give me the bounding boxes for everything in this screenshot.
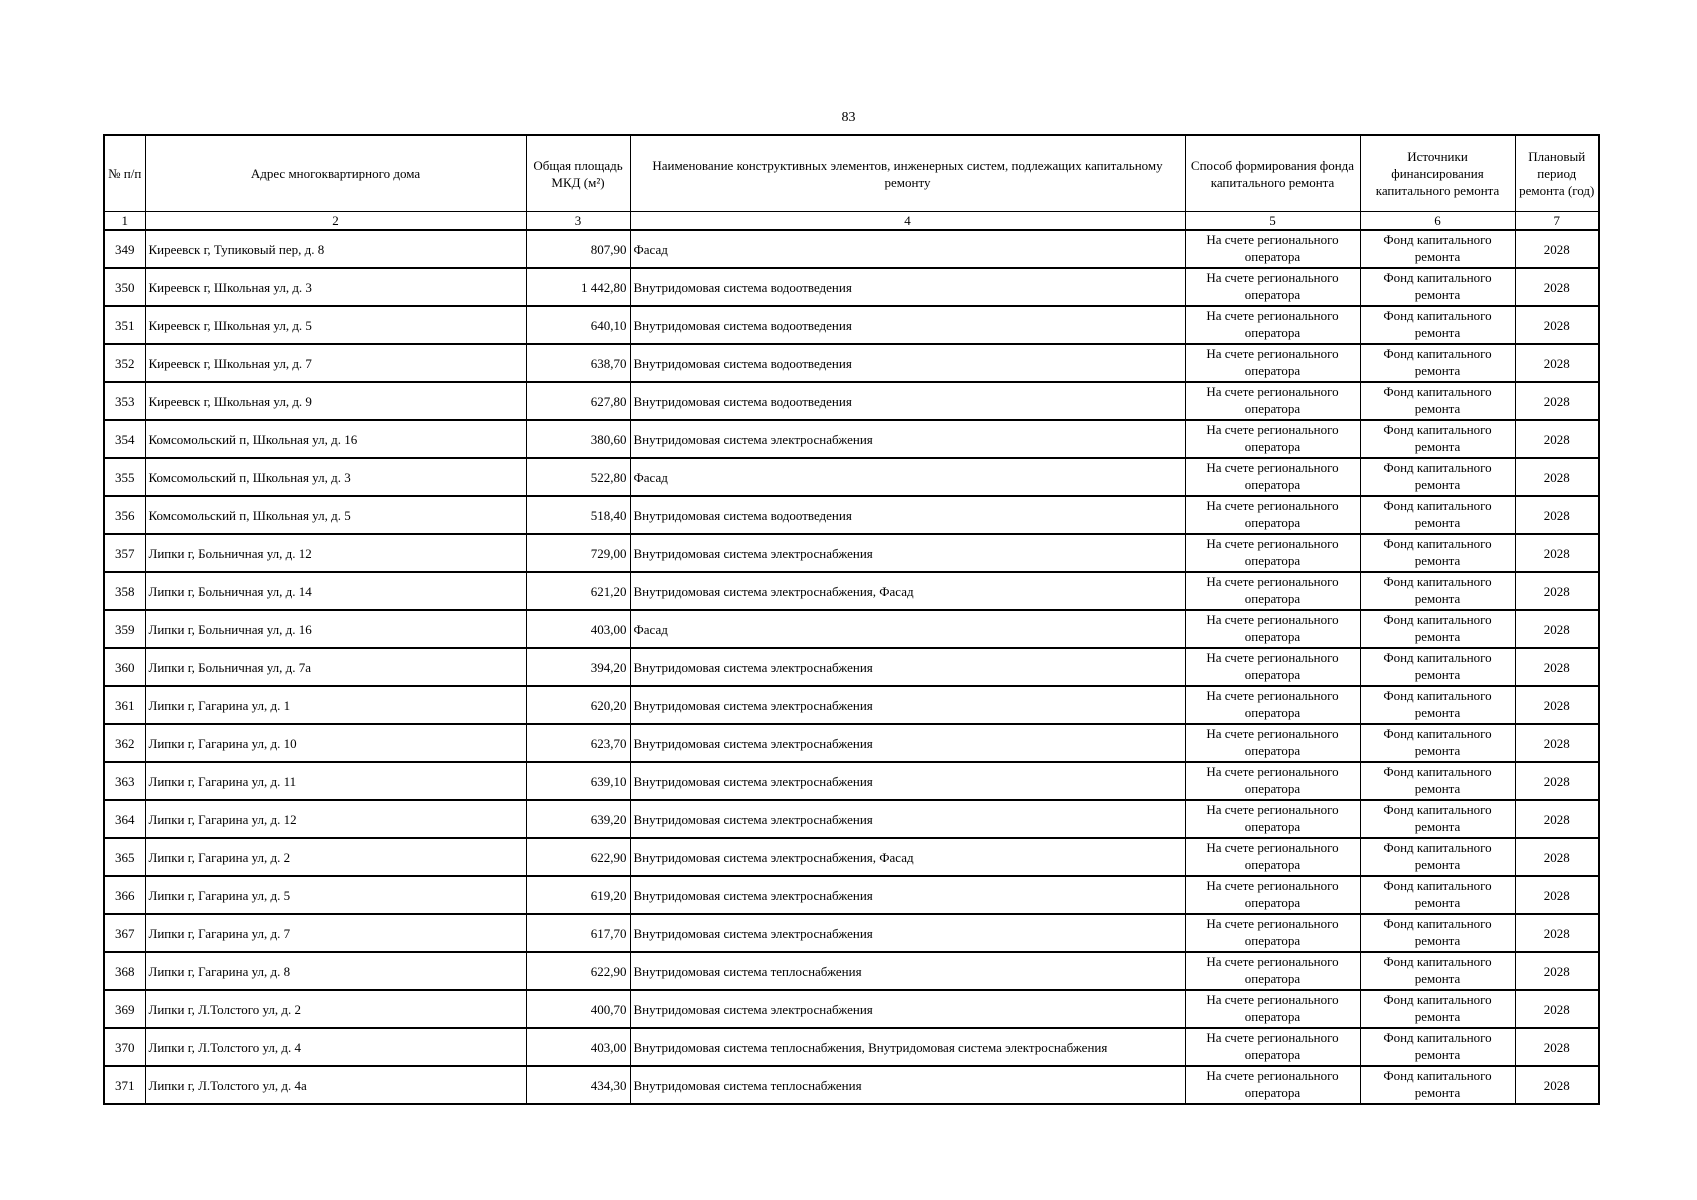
table-row [104, 610, 1599, 648]
address-cell: Липки г, Гагарина ул, д. 10 [145, 724, 526, 762]
table-row [104, 382, 1599, 420]
funding-method-cell: На счете регионального оператора [1185, 306, 1360, 344]
funding-source-cell: Фонд капитального ремонта [1360, 306, 1515, 344]
table-header-row [104, 135, 1599, 212]
elements-cell: Внутридомовая система электроснабжения, Фасад [630, 838, 1185, 876]
table-row [104, 572, 1599, 610]
table-row [104, 800, 1599, 838]
column-number: 1 [104, 212, 145, 231]
elements-cell: Внутридомовая система электроснабжения, Фасад [630, 572, 1185, 610]
elements-cell: Внутридомовая система водоотведения [630, 306, 1185, 344]
column-number: 7 [1515, 212, 1599, 231]
funding-source-cell: Фонд капитального ремонта [1360, 876, 1515, 914]
area-cell: 619,20 [526, 876, 630, 914]
table-row [104, 990, 1599, 1028]
funding-method-cell: На счете регионального оператора [1185, 382, 1360, 420]
area-cell: 638,70 [526, 344, 630, 382]
planned-year-cell: 2028 [1515, 800, 1599, 838]
area-cell: 522,80 [526, 458, 630, 496]
address-cell: Киреевск г, Тупиковый пер, д. 8 [145, 230, 526, 268]
planned-year-cell: 2028 [1515, 496, 1599, 534]
planned-year-cell: 2028 [1515, 572, 1599, 610]
row-number: 353 [104, 382, 145, 420]
area-cell: 729,00 [526, 534, 630, 572]
funding-source-cell: Фонд капитального ремонта [1360, 268, 1515, 306]
table-body [104, 230, 1599, 1104]
row-number: 357 [104, 534, 145, 572]
address-cell: Липки г, Гагарина ул, д. 1 [145, 686, 526, 724]
table-row [104, 268, 1599, 306]
row-number: 366 [104, 876, 145, 914]
column-number: 2 [145, 212, 526, 231]
header-area: Общая площадь МКД (м²) [526, 135, 630, 212]
area-cell: 620,20 [526, 686, 630, 724]
planned-year-cell: 2028 [1515, 724, 1599, 762]
header-elements: Наименование конструктивных элементов, инженерных систем, подлежащих капитальному ремонту [630, 135, 1185, 212]
funding-method-cell: На счете регионального оператора [1185, 762, 1360, 800]
planned-year-cell: 2028 [1515, 876, 1599, 914]
table-row [104, 762, 1599, 800]
area-cell: 640,10 [526, 306, 630, 344]
table-row [104, 724, 1599, 762]
funding-method-cell: На счете регионального оператора [1185, 914, 1360, 952]
elements-cell: Внутридомовая система электроснабжения [630, 990, 1185, 1028]
address-cell: Липки г, Больничная ул, д. 12 [145, 534, 526, 572]
funding-source-cell: Фонд капитального ремонта [1360, 230, 1515, 268]
address-cell: Комсомольский п, Школьная ул, д. 5 [145, 496, 526, 534]
header-planned-year: Плановый период ремонта (год) [1515, 135, 1599, 212]
header-address: Адрес многоквартирного дома [145, 135, 526, 212]
row-number: 369 [104, 990, 145, 1028]
row-number: 365 [104, 838, 145, 876]
address-cell: Липки г, Гагарина ул, д. 12 [145, 800, 526, 838]
table-row [104, 1066, 1599, 1104]
column-number-row [104, 212, 1599, 231]
row-number: 361 [104, 686, 145, 724]
planned-year-cell: 2028 [1515, 648, 1599, 686]
table-row [104, 838, 1599, 876]
address-cell: Киреевск г, Школьная ул, д. 9 [145, 382, 526, 420]
row-number: 352 [104, 344, 145, 382]
elements-cell: Фасад [630, 610, 1185, 648]
planned-year-cell: 2028 [1515, 382, 1599, 420]
funding-source-cell: Фонд капитального ремонта [1360, 724, 1515, 762]
funding-source-cell: Фонд капитального ремонта [1360, 800, 1515, 838]
area-cell: 621,20 [526, 572, 630, 610]
funding-source-cell: Фонд капитального ремонта [1360, 458, 1515, 496]
elements-cell: Внутридомовая система теплоснабжения [630, 952, 1185, 990]
address-cell: Киреевск г, Школьная ул, д. 5 [145, 306, 526, 344]
planned-year-cell: 2028 [1515, 534, 1599, 572]
elements-cell: Внутридомовая система электроснабжения [630, 876, 1185, 914]
address-cell: Липки г, Л.Толстого ул, д. 2 [145, 990, 526, 1028]
area-cell: 622,90 [526, 838, 630, 876]
elements-cell: Внутридомовая система электроснабжения [630, 648, 1185, 686]
elements-cell: Внутридомовая система теплоснабжения [630, 1066, 1185, 1104]
table-row [104, 914, 1599, 952]
table-row [104, 952, 1599, 990]
header-row-number: № п/п [104, 135, 145, 212]
row-number: 364 [104, 800, 145, 838]
elements-cell: Внутридомовая система электроснабжения [630, 724, 1185, 762]
funding-source-cell: Фонд капитального ремонта [1360, 952, 1515, 990]
capital-repair-table [103, 134, 1600, 1105]
elements-cell: Внутридомовая система водоотведения [630, 344, 1185, 382]
funding-source-cell: Фонд капитального ремонта [1360, 534, 1515, 572]
funding-source-cell: Фонд капитального ремонта [1360, 686, 1515, 724]
row-number: 349 [104, 230, 145, 268]
area-cell: 623,70 [526, 724, 630, 762]
elements-cell: Внутридомовая система теплоснабжения, Внутридомовая система электроснабжения [630, 1028, 1185, 1066]
elements-cell: Внутридомовая система электроснабжения [630, 914, 1185, 952]
planned-year-cell: 2028 [1515, 914, 1599, 952]
row-number: 362 [104, 724, 145, 762]
funding-source-cell: Фонд капитального ремонта [1360, 762, 1515, 800]
table-row [104, 306, 1599, 344]
row-number: 360 [104, 648, 145, 686]
elements-cell: Внутридомовая система электроснабжения [630, 686, 1185, 724]
area-cell: 434,30 [526, 1066, 630, 1104]
planned-year-cell: 2028 [1515, 838, 1599, 876]
funding-source-cell: Фонд капитального ремонта [1360, 838, 1515, 876]
address-cell: Липки г, Гагарина ул, д. 11 [145, 762, 526, 800]
area-cell: 518,40 [526, 496, 630, 534]
funding-method-cell: На счете регионального оператора [1185, 686, 1360, 724]
elements-cell: Фасад [630, 458, 1185, 496]
column-number: 3 [526, 212, 630, 231]
address-cell: Липки г, Больничная ул, д. 16 [145, 610, 526, 648]
funding-source-cell: Фонд капитального ремонта [1360, 420, 1515, 458]
elements-cell: Внутридомовая система электроснабжения [630, 420, 1185, 458]
area-cell: 627,80 [526, 382, 630, 420]
funding-method-cell: На счете регионального оператора [1185, 724, 1360, 762]
table-row [104, 458, 1599, 496]
planned-year-cell: 2028 [1515, 230, 1599, 268]
elements-cell: Внутридомовая система электроснабжения [630, 534, 1185, 572]
funding-source-cell: Фонд капитального ремонта [1360, 610, 1515, 648]
funding-method-cell: На счете регионального оператора [1185, 458, 1360, 496]
funding-method-cell: На счете регионального оператора [1185, 876, 1360, 914]
planned-year-cell: 2028 [1515, 458, 1599, 496]
funding-method-cell: На счете регионального оператора [1185, 496, 1360, 534]
funding-source-cell: Фонд капитального ремонта [1360, 914, 1515, 952]
area-cell: 622,90 [526, 952, 630, 990]
row-number: 358 [104, 572, 145, 610]
table-row [104, 648, 1599, 686]
row-number: 355 [104, 458, 145, 496]
table-row [104, 876, 1599, 914]
planned-year-cell: 2028 [1515, 268, 1599, 306]
funding-source-cell: Фонд капитального ремонта [1360, 344, 1515, 382]
address-cell: Комсомольский п, Школьная ул, д. 3 [145, 458, 526, 496]
elements-cell: Внутридомовая система электроснабжения [630, 762, 1185, 800]
page-number: 83 [841, 110, 856, 125]
funding-source-cell: Фонд капитального ремонта [1360, 382, 1515, 420]
funding-source-cell: Фонд капитального ремонта [1360, 1066, 1515, 1104]
planned-year-cell: 2028 [1515, 686, 1599, 724]
address-cell: Липки г, Л.Толстого ул, д. 4 [145, 1028, 526, 1066]
planned-year-cell: 2028 [1515, 952, 1599, 990]
header-funding-method: Способ формирования фонда капитального ремонта [1185, 135, 1360, 212]
area-cell: 639,10 [526, 762, 630, 800]
funding-method-cell: На счете регионального оператора [1185, 1066, 1360, 1104]
planned-year-cell: 2028 [1515, 420, 1599, 458]
area-cell: 403,00 [526, 610, 630, 648]
planned-year-cell: 2028 [1515, 990, 1599, 1028]
elements-cell: Внутридомовая система водоотведения [630, 496, 1185, 534]
funding-source-cell: Фонд капитального ремонта [1360, 990, 1515, 1028]
table-row [104, 534, 1599, 572]
column-number: 4 [630, 212, 1185, 231]
row-number: 368 [104, 952, 145, 990]
funding-method-cell: На счете регионального оператора [1185, 268, 1360, 306]
table-row [104, 344, 1599, 382]
table-row [104, 1028, 1599, 1066]
elements-cell: Внутридомовая система водоотведения [630, 268, 1185, 306]
address-cell: Липки г, Гагарина ул, д. 2 [145, 838, 526, 876]
funding-method-cell: На счете регионального оператора [1185, 990, 1360, 1028]
area-cell: 394,20 [526, 648, 630, 686]
table-row [104, 230, 1599, 268]
funding-method-cell: На счете регионального оператора [1185, 230, 1360, 268]
address-cell: Комсомольский п, Школьная ул, д. 16 [145, 420, 526, 458]
planned-year-cell: 2028 [1515, 1066, 1599, 1104]
funding-method-cell: На счете регионального оператора [1185, 610, 1360, 648]
funding-method-cell: На счете регионального оператора [1185, 534, 1360, 572]
funding-method-cell: На счете регионального оператора [1185, 800, 1360, 838]
area-cell: 380,60 [526, 420, 630, 458]
elements-cell: Внутридомовая система водоотведения [630, 382, 1185, 420]
row-number: 351 [104, 306, 145, 344]
address-cell: Липки г, Гагарина ул, д. 8 [145, 952, 526, 990]
funding-method-cell: На счете регионального оператора [1185, 648, 1360, 686]
header-funding-source: Источники финансирования капитального ремонта [1360, 135, 1515, 212]
row-number: 359 [104, 610, 145, 648]
planned-year-cell: 2028 [1515, 1028, 1599, 1066]
funding-method-cell: На счете регионального оператора [1185, 838, 1360, 876]
area-cell: 400,70 [526, 990, 630, 1028]
funding-source-cell: Фонд капитального ремонта [1360, 648, 1515, 686]
planned-year-cell: 2028 [1515, 762, 1599, 800]
area-cell: 639,20 [526, 800, 630, 838]
table-row [104, 496, 1599, 534]
area-cell: 1 442,80 [526, 268, 630, 306]
funding-method-cell: На счете регионального оператора [1185, 420, 1360, 458]
planned-year-cell: 2028 [1515, 306, 1599, 344]
address-cell: Липки г, Гагарина ул, д. 7 [145, 914, 526, 952]
address-cell: Липки г, Больничная ул, д. 7а [145, 648, 526, 686]
funding-method-cell: На счете регионального оператора [1185, 952, 1360, 990]
funding-method-cell: На счете регионального оператора [1185, 344, 1360, 382]
area-cell: 403,00 [526, 1028, 630, 1066]
planned-year-cell: 2028 [1515, 610, 1599, 648]
column-number: 6 [1360, 212, 1515, 231]
address-cell: Киреевск г, Школьная ул, д. 7 [145, 344, 526, 382]
row-number: 354 [104, 420, 145, 458]
table-row [104, 420, 1599, 458]
row-number: 371 [104, 1066, 145, 1104]
area-cell: 807,90 [526, 230, 630, 268]
address-cell: Липки г, Больничная ул, д. 14 [145, 572, 526, 610]
column-number: 5 [1185, 212, 1360, 231]
row-number: 367 [104, 914, 145, 952]
table-row [104, 686, 1599, 724]
funding-method-cell: На счете регионального оператора [1185, 572, 1360, 610]
row-number: 370 [104, 1028, 145, 1066]
elements-cell: Внутридомовая система электроснабжения [630, 800, 1185, 838]
address-cell: Липки г, Гагарина ул, д. 5 [145, 876, 526, 914]
elements-cell: Фасад [630, 230, 1185, 268]
funding-method-cell: На счете регионального оператора [1185, 1028, 1360, 1066]
address-cell: Киреевск г, Школьная ул, д. 3 [145, 268, 526, 306]
funding-source-cell: Фонд капитального ремонта [1360, 572, 1515, 610]
row-number: 350 [104, 268, 145, 306]
funding-source-cell: Фонд капитального ремонта [1360, 496, 1515, 534]
row-number: 363 [104, 762, 145, 800]
row-number: 356 [104, 496, 145, 534]
funding-source-cell: Фонд капитального ремонта [1360, 1028, 1515, 1066]
area-cell: 617,70 [526, 914, 630, 952]
planned-year-cell: 2028 [1515, 344, 1599, 382]
address-cell: Липки г, Л.Толстого ул, д. 4а [145, 1066, 526, 1104]
